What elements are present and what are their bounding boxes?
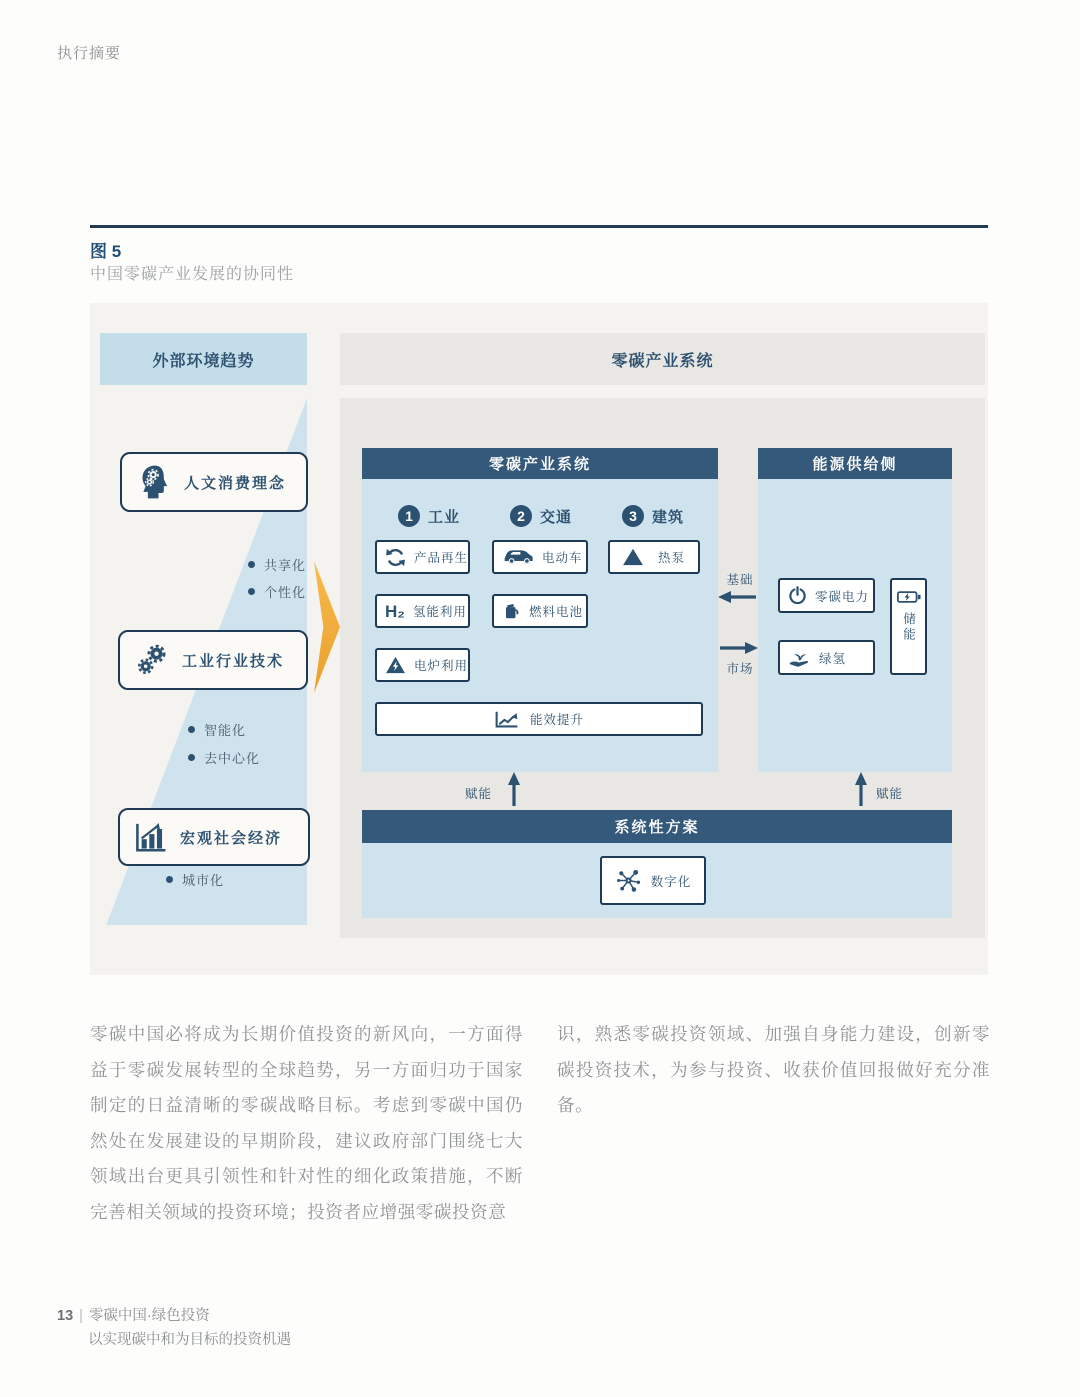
card-product-recycle: 产品再生 (375, 540, 470, 574)
efficiency-chart-icon (494, 710, 520, 729)
bullet-dot (188, 754, 195, 761)
category-number: 3 (622, 505, 644, 527)
left-panel-header: 外部环境趋势 (100, 333, 307, 385)
gears-icon (134, 642, 170, 678)
trend-bullet: 个性化 (248, 582, 306, 601)
category-number: 2 (510, 505, 532, 527)
card-digitalization: 数字化 (600, 856, 706, 905)
trend-bullet: 共享化 (248, 555, 306, 574)
page-footer (57, 1304, 291, 1352)
power-icon (788, 586, 807, 605)
green-hydrogen-icon (788, 649, 811, 667)
card-heat-pump: 热泵 (608, 540, 700, 574)
industry-box-body (362, 479, 718, 772)
category-building: 3 建筑 (622, 505, 684, 527)
figure-canvas (90, 303, 988, 975)
head-gears-icon (136, 463, 172, 501)
arrow-right-icon (718, 641, 758, 655)
zero-carbon-system-panel (340, 398, 985, 938)
figure-label: 图 5 (90, 242, 122, 261)
trend-card-consumption (120, 452, 308, 512)
category-transport: 2 交通 (510, 505, 572, 527)
connector-label-basis: 基础 (726, 573, 754, 587)
bar-chart-icon (134, 822, 168, 853)
empower-label-right: 赋能 (876, 787, 904, 801)
electric-car-icon (502, 548, 534, 566)
trend-card-industry-tech (118, 630, 308, 690)
footer-line2: 以实现碳中和为目标的投资机遇 (88, 1332, 291, 1348)
trend-card-label: 工业行业技术 (182, 652, 285, 670)
trend-card-label: 人文消费理念 (184, 474, 287, 492)
page-number: 13 (57, 1308, 74, 1324)
recycle-icon (385, 547, 406, 568)
h2-icon: H₂ (385, 601, 405, 621)
external-trends-panel (100, 398, 307, 925)
bullet-dot (166, 876, 173, 883)
system-panel-header: 零碳产业系统 (340, 333, 985, 385)
card-hydrogen-use: H₂ 氢能利用 (375, 594, 470, 628)
connector-label-market: 市场 (726, 662, 754, 676)
energy-box-body (758, 479, 952, 772)
battery-icon (897, 590, 921, 604)
arrow-up-icon (506, 772, 522, 808)
footer-title: 零碳中国·绿色投资 (88, 1308, 210, 1324)
card-electric-car: 电动车 (492, 540, 588, 574)
trend-flow-arrow (314, 561, 340, 693)
category-number: 1 (398, 505, 420, 527)
arrow-up-icon (853, 772, 869, 808)
body-paragraph-right: 识，熟悉零碳投资领域、加强自身能力建设，创新零碳投资技术，为参与投资、收获价值回报做好充分准备。 (557, 1024, 990, 1115)
footer-line1 (57, 1304, 291, 1328)
bullet-dot (188, 726, 195, 733)
category-industry: 1 工业 (398, 505, 460, 527)
energy-supply-box (758, 448, 952, 772)
trend-card-macro-economy (118, 808, 310, 866)
heat-pump-triangle-icon (622, 548, 644, 566)
empower-label-left: 赋能 (465, 787, 493, 801)
footer-separator: | (79, 1308, 83, 1324)
bullet-dot (248, 561, 255, 568)
industry-box-header: 零碳产业系统 (362, 448, 718, 479)
card-electric-furnace: 电炉利用 (375, 648, 470, 682)
card-energy-storage: 储能 (890, 578, 927, 675)
card-zero-carbon-power: 零碳电力 (778, 578, 875, 613)
industry-system-box (362, 448, 718, 772)
arrow-left-icon (718, 590, 758, 604)
card-fuel-cell: 燃料电池 (492, 594, 588, 628)
energy-box-header: 能源供给侧 (758, 448, 952, 479)
trend-bullet: 智能化 (188, 720, 246, 739)
figure-top-rule (90, 225, 988, 228)
bullet-dot (248, 588, 255, 595)
card-green-hydrogen: 绿氢 (778, 640, 875, 675)
digital-network-icon (615, 867, 642, 894)
card-energy-efficiency: 能效提升 (375, 702, 703, 736)
electric-furnace-icon (385, 656, 406, 674)
body-paragraph-left: 零碳中国必将成为长期价值投资的新风向，一方面得益于零碳发展转型的全球趋势，另一方面归功于国家制定的日益清晰的零碳战略目标。考虑到零碳中国仍然处在发展建设的早期阶段，建议政府部门围绕七大领域出台更具引领性和针对性的细化政策措施，不断完善相关领域的投资环境；投资者应增强零碳投资意 (90, 1024, 523, 1222)
trend-bullet: 城市化 (166, 870, 224, 889)
fuel-cell-icon (502, 602, 521, 621)
trend-bullet: 去中心化 (188, 748, 260, 767)
running-header: 执行摘要 (57, 45, 122, 62)
solution-bar-header: 系统性方案 (362, 810, 952, 843)
solution-bar-body (362, 843, 952, 918)
trend-card-label: 宏观社会经济 (180, 829, 283, 847)
figure-caption: 中国零碳产业发展的协同性 (90, 266, 295, 283)
